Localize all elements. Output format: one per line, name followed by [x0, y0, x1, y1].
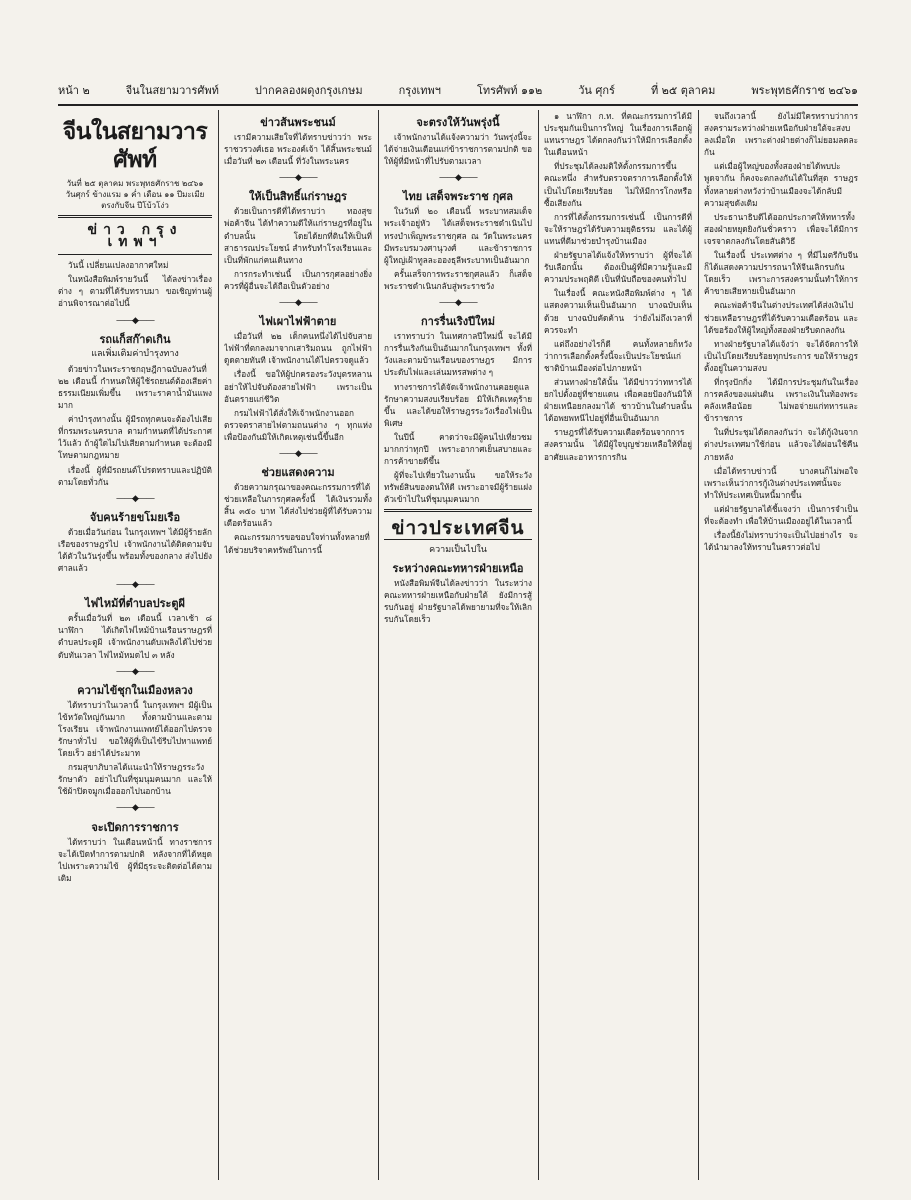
divider: [58, 215, 212, 218]
header-rule: [58, 104, 858, 106]
article-paragraph: ที่ประชุมได้ลงมติให้ตั้งกรรมการขึ้นคณะหนึ่ง สำหรับตรวจตราการเลือกตั้งให้เป็นไปโดยเรียบร้อย ไม่ให้มีการโกงหรือซื้อเสียงกัน: [544, 161, 692, 208]
article-paragraph: แต่ถึงอย่างไรก็ดี คนทั้งหลายก็หวังว่าการเลือกตั้งครั้งนี้จะเป็นประโยชน์แก่ชาติบ้านเมืองต่อไปภายหน้า: [544, 338, 692, 373]
section-title: ข่าว กรุง เทพฯ: [87, 222, 183, 251]
article-paragraph: เรามีความเสียใจที่ได้ทราบข่าวว่า พระราชวรวงศ์เธอ พระองค์เจ้า ได้สิ้นพระชนม์เมื่อวันที่ ๒๓ เดือนนี้ ที่วังในพระนคร: [224, 132, 372, 167]
article-paragraph: ทางฝ่ายรัฐบาลได้แจ้งว่า จะได้จัดการให้เป็นไปโดยเรียบร้อยทุกประการ ขอให้ราษฎรตั้งอยู่ในความสงบ: [704, 338, 858, 373]
ornament-divider: ——◆——: [116, 580, 154, 591]
headline: ข่าวส้นพระชนม์: [260, 116, 336, 129]
article-paragraph: ๑ นาฬิกา ก.ท. ที่คณะกรรมการได้มีประชุมกันเป็นการใหญ่ ในเรื่องการเลือกผู้แทนราษฎร ได้ตกลงกันว่าให้มีการเลือกตั้งในเดือนหน้า: [544, 111, 692, 158]
article-paragraph: แต่ฝ่ายรัฐบาลได้ชี้แจงว่า เป็นการจำเป็นที่จะต้องทำ เพื่อให้บ้านเมืองอยู่ได้ในเวลานี้: [704, 503, 858, 526]
headline: ไฟไหม้ที่ตำบลประตูผี: [84, 597, 186, 611]
article-paragraph: เรื่องนี้ ขอให้ผู้ปกครองระวังบุตรหลานอย่าให้ไปจับต้องสายไฟฟ้า เพราะเป็นอันตรายแก่ชีวิต: [224, 369, 372, 404]
masthead: จีนในสยามวารศัพท์: [62, 119, 208, 173]
city: กรุงเทพฯ: [398, 84, 441, 97]
article-paragraph: คณะกรรมการขอขอบใจท่านทั้งหลายที่ได้ช่วยบริจาคทรัพย์ในการนี้: [224, 532, 370, 555]
era-year: พระพุทธศักราช ๒๔๖๑: [751, 84, 858, 97]
article-paragraph: ด้วยความกรุณาของคณะกรรมการที่ได้ช่วยเหลือในการกุศลครั้งนี้ ได้เงินรวมทั้งสิ้น ๓๕๐ บาท ได้ส่งไปช่วยผู้ที่ได้รับความเดือดร้อนแล้ว: [224, 482, 372, 529]
article-paragraph: ในที่ประชุมได้ตกลงกันว่า จะได้กู้เงินจากต่างประเทศมาใช้ก่อน แล้วจะได้ผ่อนใช้คืนภายหลัง: [704, 427, 858, 462]
article-paragraph: การที่ได้ตั้งกรรมการเช่นนี้ เป็นการดีที่จะให้ราษฎรได้รับความยุติธรรม และได้ผู้แทนที่ดีมาช่วยบำรุงบ้านเมือง: [544, 211, 692, 246]
article-paragraph: ผู้ที่จะไปเที่ยวในงานนั้น ขอให้ระวังทรัพย์สินของตนให้ดี เพราะอาจมีผู้ร้ายแฝงตัวเข้าไปในที่ชุมนุมคนมาก: [384, 470, 532, 505]
article-paragraph: ที่กรุงปักกิ่ง ได้มีการประชุมกันในเรื่องการคลังของแผ่นดิน เพราะเงินในท้องพระคลังเหลือน้อย ไม่พอจ่ายแก่ทหารและข้าราชการ: [704, 376, 858, 424]
article-paragraph: เมื่อวันที่ ๒๒ เด็กคนหนึ่งได้ไปจับสายไฟฟ้าที่ตกลงมาจากเสาริมถนน ถูกไฟฟ้าดูดตายทันที เจ้าพนักงานได้ไปตรวจดูแล้ว: [224, 331, 372, 366]
article-paragraph: ในหนังสือพิมพ์รายวันนี้ ได้ลงข่าวเรื่องต่าง ๆ ตามที่ได้รับทราบมา ขอเชิญท่านผู้อ่านพิจารณาต่อไปนี้: [58, 274, 212, 309]
article-paragraph: เราทราบว่า ในเทศกาลปีใหม่นี้ จะได้มีการรื่นเริงกันเป็นอันมากในกรุงเทพฯ ทั้งที่วังและตามบ้านเรือนของราษฎร มีการประดับไฟและเล่นมหรสพต่าง ๆ: [384, 331, 532, 378]
article-paragraph: ในเรื่องนี้ ประเทศต่าง ๆ ที่มีไมตรีกับจีนก็ได้แสดงความปรารถนาให้จีนเลิกรบกันโดยเร็ว เพราะการสงครามนั้นทำให้การค้าขายเสียหายเป็นอันมาก: [704, 250, 858, 297]
article-paragraph: ทางราชการได้จัดเจ้าพนักงานคอยดูแลรักษาความสงบเรียบร้อย มิให้เกิดเหตุร้ายขึ้น และได้ขอให้ราษฎรระวังเรื่องไฟเป็นพิเศษ: [384, 381, 532, 428]
office-location: ปากคลองผดุงกรุงเกษม: [254, 84, 363, 97]
article-paragraph: ในเรื่องนี้ คณะหนังสือพิมพ์ต่าง ๆ ได้แสดงความเห็นเป็นอันมาก บางฉบับเห็นด้วย บางฉบับคัดค้าน ว่ายังไม่ถึงเวลาที่ควรจะทำ: [544, 288, 692, 335]
article-paragraph: ด้วยเป็นการดีที่ได้ทราบว่า ทองสุข พ่อค้าจีน ได้ทำความดีให้แก่ราษฎรที่อยู่ในตำบลนั้น โดยได้ยกที่ดินให้เป็นที่สาธารณประโยชน์ สำหรับทำโรงเรียนและเป็นที่พักแก่คนเดินทาง: [224, 206, 372, 265]
column-rule: [378, 110, 379, 1180]
article-paragraph: การกระทำเช่นนี้ เป็นการกุศลอย่างยิ่ง ควรที่ผู้อื่นจะได้ถือเป็นตัวอย่าง: [224, 268, 372, 291]
edition-line: ตรงกับจีน ปีโบ้วโง่ว: [101, 201, 169, 210]
article-paragraph: คณะพ่อค้าจีนในต่างประเทศได้ส่งเงินไปช่วยเหลือราษฎรที่ได้รับความเดือดร้อน และได้ขอร้องให้ผู้ใหญ่ทั้งสองฝ่ายรีบตกลงกัน: [704, 300, 858, 335]
article-paragraph: ด้วยข่าวในพระราชกฤษฎีกาฉบับลงวันที่ ๒๒ เดือนนี้ กำหนดให้ผู้ใช้รถยนต์ต้องเสียค่าธรรมเนียมเพิ่มขึ้น เพราะราคาน้ำมันแพงมาก: [58, 363, 212, 411]
article-paragraph: ได้ทราบว่าในเวลานี้ ในกรุงเทพฯ มีผู้เป็นไข้หวัดใหญ่กันมาก ทั้งตามบ้านและตามโรงเรียน เจ้าพนักงานแพทย์ได้ออกไปตรวจรักษาทั่วไป ขอให้ผู้ที่เป็นไข้รีบไปหาแพทย์โดยเร็ว อย่าได้ประมาท: [58, 699, 212, 759]
column-5: [704, 110, 858, 1180]
article-paragraph: กรมสุขาภิบาลได้แนะนำให้ราษฎรระวังรักษาตัว อย่าไปในที่ชุมนุมคนมาก และให้ใช้ผ้าปิดจมูกเมื่อออกไปนอกบ้าน: [58, 762, 212, 797]
article-paragraph: ฝ่ายรัฐบาลได้แจ้งให้ทราบว่า ผู้ที่จะได้รับเลือกนั้น ต้องเป็นผู้ที่มีความรู้และมีความประพฤติดี เป็นที่นับถือของคนทั่วไป: [544, 250, 692, 285]
divider: [58, 254, 212, 255]
article-paragraph: ส่วนทางฝ่ายใต้นั้น ได้มีข่าวว่าทหารได้ยกไปตั้งอยู่ที่ชายแดน เพื่อคอยป้องกันมิให้ฝ่ายเหนือยกลงมาได้ ชาวบ้านในตำบลนั้นได้อพยพหนีไปอยู่ที่อื่นเป็นอันมาก: [544, 376, 692, 424]
ornament-divider: ——◆——: [116, 803, 154, 814]
column-1: [58, 110, 212, 1180]
headline: การรื่นเริงปีใหม่: [420, 315, 496, 329]
article-paragraph: เรื่องนี้ ผู้ที่มีรถยนต์โปรดทราบและปฏิบัติตามโดยทั่วกัน: [58, 464, 212, 487]
article-paragraph: จนถึงเวลานี้ ยังไม่มีใครทราบว่าการสงครามระหว่างฝ่ายเหนือกับฝ่ายใต้จะสงบลงเมื่อใด เพราะต่างฝ่ายต่างก็ไม่ยอมลดละกัน: [704, 111, 858, 158]
headline: ความไข้ชุกในเมืองหลวง: [77, 683, 193, 697]
subheadline: ความเป็นไปใน: [429, 544, 487, 555]
article-paragraph: แต่เมื่อผู้ใหญ่ของทั้งสองฝ่ายได้พบปะพูดจากัน ก็คงจะตกลงกันได้ในที่สุด ราษฎรทั้งหลายต่างหวังว่าบ้านเมืองจะได้กลับมีความสุขดังเดิม: [704, 161, 858, 208]
divider: [384, 509, 532, 512]
ornament-divider: ——◆——: [439, 173, 477, 184]
article-paragraph: ในวันที่ ๒๐ เดือนนี้ พระบาทสมเด็จพระเจ้าอยู่หัว ได้เสด็จพระราชดำเนินไปทรงบำเพ็ญพระราชกุศล ณ วัดในพระนคร มีพระบรมวงศานุวงศ์ และข้าราชการผู้ใหญ่เฝ้าทูลละอองธุลีพระบาทเป็นอันมาก: [384, 206, 532, 265]
column-rule: [218, 110, 219, 1180]
ornament-divider: ——◆——: [279, 448, 317, 459]
headline: ช่วยแสดงความ: [261, 466, 335, 480]
phone: โทรศัพท์ ๑๑๒: [476, 84, 543, 97]
paper-name: จีนในสยามวารศัพท์: [125, 84, 219, 97]
article-paragraph: ประธานาธิบดีได้ออกประกาศให้ทหารทั้งสองฝ่ายหยุดยิงกันชั่วคราว เพื่อจะได้มีการเจรจาตกลงกันโดยสันติวิธี: [704, 211, 858, 246]
headline: จับคนร้ายขโมยเรือ: [89, 510, 181, 524]
headline: ไทย เสด็จพระราช กุศล: [403, 190, 513, 204]
article-paragraph: ครั้นเมื่อวันที่ ๒๓ เดือนนี้ เวลาเช้า ๘ นาฬิกา ได้เกิดไฟไหม้บ้านเรือนราษฎรที่ตำบลประตูผี เจ้าพนักงานดับเพลิงได้ไปช่วยดับทันเวลา ไฟไหม้หมดไป ๓ หลัง: [58, 613, 212, 660]
day: วัน ศุกร์: [578, 84, 615, 97]
article-paragraph: หนังสือพิมพ์จีนได้ลงข่าวว่า ในระหว่างคณะทหารฝ่ายเหนือกับฝ่ายใต้ ยังมีการสู้รบกันอยู่ ฝ่ายรัฐบาลได้พยายามที่จะให้เลิกรบกันโดยเร็ว: [384, 577, 532, 624]
column-3: [384, 110, 532, 1180]
article-paragraph: ค่าบำรุงทางนั้น ผู้มีรถทุกคนจะต้องไปเสียที่กรมพระนครบาล ตามกำหนดที่ได้ประกาศไว้แล้ว ถ้าผู้ใดไม่ไปเสียตามกำหนด จะต้องมีโทษตามกฎหมาย: [58, 414, 212, 461]
section-title: ข่าวประเทศจีน: [391, 517, 525, 540]
ornament-divider: ——◆——: [279, 298, 317, 309]
ornament-divider: ——◆——: [116, 666, 154, 677]
headline: ให้เป็นสิทธิ์แก่ราษฎร: [249, 190, 347, 204]
ornament-divider: ——◆——: [279, 173, 317, 184]
date: ที่ ๒๕ ตุลาคม: [650, 84, 716, 97]
article-paragraph: ราษฎรที่ได้รับความเดือดร้อนจากการสงครามนั้น ได้มีผู้ใจบุญช่วยเหลือให้ที่อยู่อาศัยและอาหารการกิน: [544, 427, 692, 462]
headline: รถแก็สก๊าดเกิน: [99, 332, 171, 346]
headline: จะตรงให้วันพรุ่งนี้: [416, 116, 500, 129]
article-paragraph: เรื่องนี้ยังไม่ทราบว่าจะเป็นไปอย่างไร จะได้นำมาลงให้ทราบในคราวต่อไป: [704, 530, 858, 553]
edition-line: วันที่ ๒๕ ตุลาคม พระพุทธศักราช ๒๔๖๑: [66, 179, 204, 188]
ornament-divider: ——◆——: [439, 298, 477, 309]
column-rule: [698, 110, 699, 1180]
column-4: [544, 110, 692, 1180]
article-paragraph: ได้ทราบว่า ในเดือนหน้านี้ ทางราชการจะได้เปิดทำการตามปกติ หลังจากที่ได้หยุดไปเพราะความไข้ ผู้ที่มีธุระจะติดต่อได้ตามเดิม: [58, 836, 212, 883]
column-rule: [538, 110, 539, 1180]
running-header: [58, 80, 858, 100]
ornament-divider: ——◆——: [116, 493, 154, 504]
article-paragraph: วันนี้ เปลี่ยนแปลงอากาศใหม่: [68, 260, 169, 271]
edition-line: วันศุกร์ ข้างแรม ๑ ค่ำ เดือน ๑๑ ปีมะเมีย: [65, 190, 205, 199]
headline: ไฟเผาไฟฟ้าตาย: [259, 315, 337, 329]
ornament-divider: ——◆——: [116, 315, 154, 326]
subheadline: แลเพิ่มเติมค่าบำรุงทาง: [91, 348, 179, 359]
article-paragraph: กรมไฟฟ้าได้สั่งให้เจ้าพนักงานออกตรวจตราสายไฟตามถนนต่าง ๆ ทุกแห่ง เพื่อป้องกันมิให้เกิดเหตุเช่นนี้ขึ้นอีก: [224, 407, 372, 442]
article-paragraph: ครั้นเสร็จการพระราชกุศลแล้ว ก็เสด็จพระราชดำเนินกลับสู่พระราชวัง: [384, 268, 532, 291]
article-paragraph: ด้วยเมื่อวันก่อน ในกรุงเทพฯ ได้มีผู้ร้ายลักเรือของราษฎรไป เจ้าพนักงานได้ติดตามจับได้ตัวในวันรุ่งขึ้น พร้อมทั้งของกลาง ส่งไปยังศาลแล้ว: [58, 526, 212, 574]
column-2: [224, 110, 372, 1180]
headline: ระหว่างคณะทหารฝ่ายเหนือ: [392, 561, 524, 575]
headline: จะเปิดการราชการ: [91, 820, 179, 834]
article-paragraph: เมื่อได้ทราบข่าวนี้ บางคนก็ไม่พอใจ เพราะเห็นว่าการกู้เงินต่างประเทศนั้นจะทำให้ประเทศเป็นหนี้มากขึ้น: [704, 465, 858, 500]
article-paragraph: ในปีนี้ คาดว่าจะมีผู้คนไปเที่ยวชมมากกว่าทุกปี เพราะอากาศเย็นสบายและการค้าขายดีขึ้น: [384, 431, 532, 467]
article-paragraph: เจ้าพนักงานได้แจ้งความว่า วันพรุ่งนี้จะได้จ่ายเงินเดือนแก่ข้าราชการตามปกติ ขอให้ผู้ที่มีหน้าที่ไปรับตามเวลา: [384, 132, 532, 167]
page-number: หน้า ๒: [58, 84, 90, 97]
